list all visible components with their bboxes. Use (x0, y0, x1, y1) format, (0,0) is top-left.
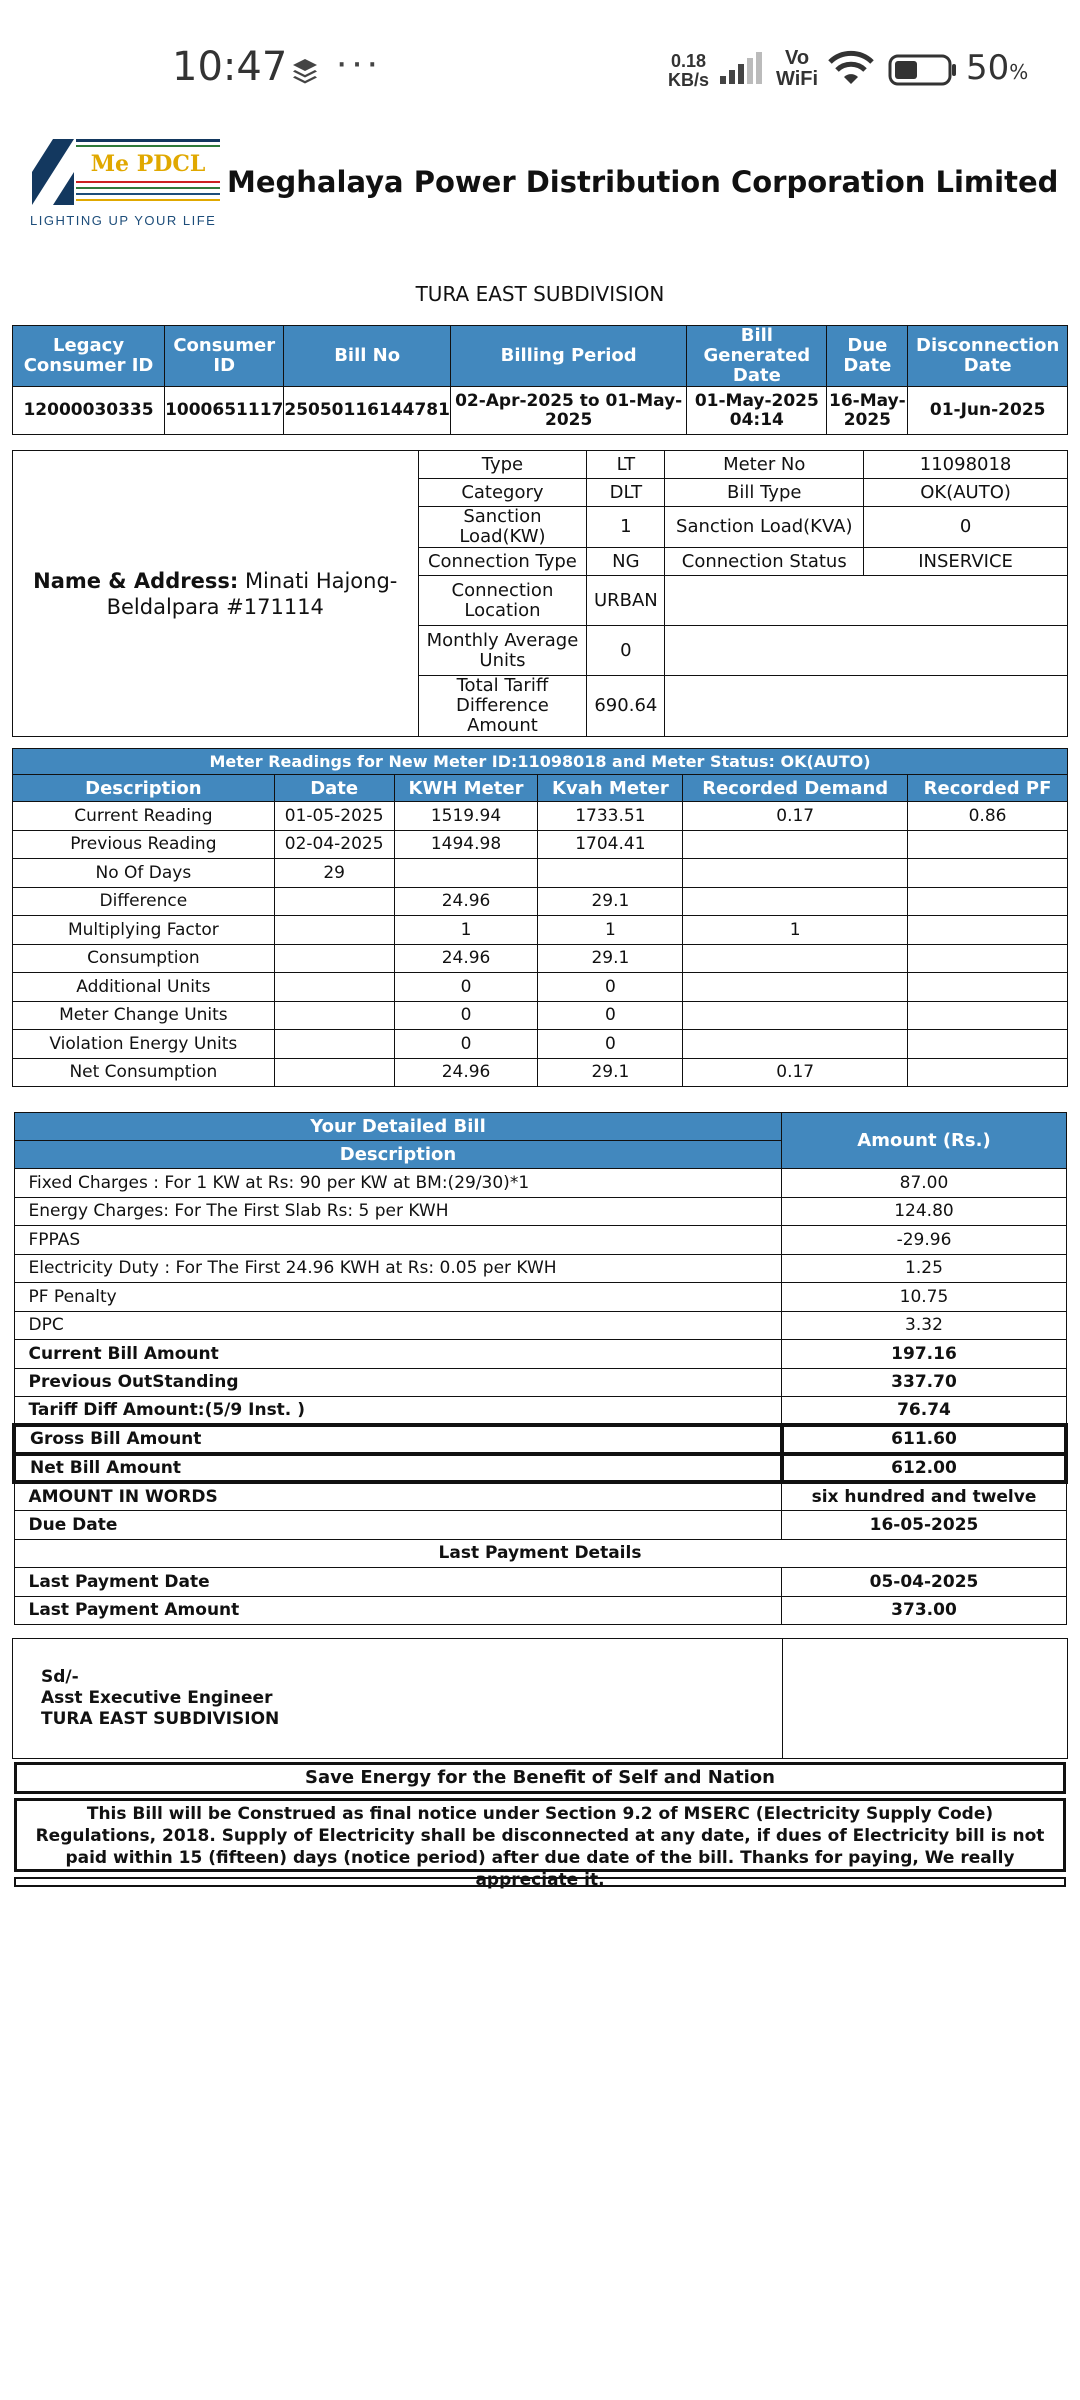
meter-cell: 1494.98 (394, 830, 538, 859)
meter-cell: 29.1 (538, 1058, 683, 1087)
meter-rows (13, 802, 1068, 1087)
meter-readings-table (12, 748, 1068, 1087)
billing-period: 02-Apr-2025 to 01-May-2025 (450, 387, 686, 435)
meter-cell (908, 1058, 1068, 1087)
meter-cell: 1519.94 (394, 802, 538, 831)
meter-cell (908, 973, 1068, 1002)
bill-description: Due Date (14, 1511, 782, 1540)
meter-cell: 24.96 (394, 887, 538, 916)
meter-cell: 0 (538, 1001, 683, 1030)
bill-amount: 1.25 (782, 1254, 1066, 1283)
last-payment-date-value: 05-04-2025 (782, 1568, 1066, 1597)
meter-cell: 24.96 (394, 1058, 538, 1087)
meter-cell: Additional Units (13, 973, 275, 1002)
meter-cell (274, 1058, 394, 1087)
meter-cell (274, 916, 394, 945)
sanction-load-kva-value: 0 (864, 507, 1068, 548)
meter-cell: Consumption (13, 944, 275, 973)
meter-cell: 1 (394, 916, 538, 945)
meter-cell (908, 1001, 1068, 1030)
bill-description: Previous OutStanding (14, 1368, 782, 1397)
network-speed: 0.18 KB/s (668, 51, 710, 90)
meter-cell (908, 1030, 1068, 1059)
sanction-load-kva-label: Sanction Load(KVA) (665, 507, 864, 548)
tariff-difference-label: Total Tariff Difference Amount (418, 676, 587, 737)
bill-amount: -29.96 (782, 1226, 1066, 1255)
bill-row (14, 1482, 1066, 1511)
meter-cell (683, 1001, 908, 1030)
bill-row (14, 1226, 1066, 1255)
bill-amount: 337.70 (782, 1368, 1066, 1397)
connection-type-label: Connection Type (418, 548, 587, 576)
signature-role: Asst Executive Engineer (41, 1688, 273, 1708)
connection-type-value: NG (587, 548, 665, 576)
header-disconnection-date: Disconnection Date (908, 326, 1068, 387)
consumer-id: 1000651117 (165, 387, 284, 435)
meter-header-date: Date (274, 775, 394, 802)
bill-description: Energy Charges: For The First Slab Rs: 5 per KWH (14, 1197, 782, 1226)
bill-row (14, 1511, 1066, 1540)
meter-cell (274, 887, 394, 916)
bill-amount: 87.00 (782, 1169, 1066, 1198)
meter-cell: 0.86 (908, 802, 1068, 831)
bill-description: AMOUNT IN WORDS (14, 1482, 782, 1511)
signature-sd: Sd/- (41, 1667, 79, 1687)
status-bar (0, 0, 1080, 140)
last-payment-date-label: Last Payment Date (14, 1568, 782, 1597)
last-payment-amount-value: 373.00 (782, 1596, 1066, 1625)
bill-description: PF Penalty (14, 1283, 782, 1312)
meter-cell: Net Consumption (13, 1058, 275, 1087)
meter-cell (908, 830, 1068, 859)
meter-cell (394, 859, 538, 888)
meter-cell: 01-05-2025 (274, 802, 394, 831)
empty-cell (665, 676, 1068, 737)
bill-row (14, 1425, 1066, 1454)
bill-header-description: Description (14, 1141, 782, 1169)
meter-cell: 0 (394, 1030, 538, 1059)
bill-amount: 3.32 (782, 1311, 1066, 1340)
bill-description: Current Bill Amount (14, 1340, 782, 1369)
status-time: 10:47 (172, 44, 288, 90)
bill-row (14, 1368, 1066, 1397)
meter-cell (274, 1030, 394, 1059)
connection-location-value: URBAN (587, 576, 665, 626)
meter-row (13, 973, 1068, 1002)
last-payment-title: Last Payment Details (14, 1539, 1066, 1568)
meter-row (13, 859, 1068, 888)
meter-cell (683, 1030, 908, 1059)
bill-description: DPC (14, 1311, 782, 1340)
meter-cell (683, 973, 908, 1002)
header-bill-generated-date: Bill Generated Date (687, 326, 827, 387)
connection-location-label: Connection Location (418, 576, 587, 626)
bill-amount: 76.74 (782, 1397, 1066, 1426)
bill-row (14, 1169, 1066, 1198)
more-notifications-icon: ··· (335, 40, 381, 84)
bill-description: Gross Bill Amount (14, 1425, 782, 1454)
bill-row (14, 1340, 1066, 1369)
bill-amount: six hundred and twelve (782, 1482, 1066, 1511)
bill-header-amount: Amount (Rs.) (782, 1113, 1066, 1169)
category-label: Category (418, 479, 587, 507)
meter-cell (908, 944, 1068, 973)
signature-table (12, 1638, 1068, 1759)
layers-icon (290, 56, 320, 86)
meter-cell: 02-04-2025 (274, 830, 394, 859)
signal-icon (718, 50, 766, 86)
meter-cell: 0 (394, 973, 538, 1002)
meter-row (13, 916, 1068, 945)
meter-cell: Meter Change Units (13, 1001, 275, 1030)
meter-cell: Current Reading (13, 802, 275, 831)
bill-row (14, 1397, 1066, 1426)
header-legacy-consumer-id: Legacy Consumer ID (13, 326, 165, 387)
meter-cell: 24.96 (394, 944, 538, 973)
name-address: Name & Address: Minati Hajong-Beldalpara #171114 (13, 451, 419, 737)
bill-title: Your Detailed Bill (14, 1113, 782, 1141)
meter-cell: 29 (274, 859, 394, 888)
detailed-bill-table (12, 1112, 1068, 1625)
meter-cell: 0 (538, 1030, 683, 1059)
meter-no-label: Meter No (665, 451, 864, 479)
type-value: LT (587, 451, 665, 479)
consumer-info-table (12, 450, 1068, 737)
meter-row (13, 830, 1068, 859)
meter-cell (908, 916, 1068, 945)
meter-row (13, 887, 1068, 916)
meter-cell: 1 (683, 916, 908, 945)
company-name: Meghalaya Power Distribution Corporation Limited (227, 165, 1059, 199)
bill-amount: 16-05-2025 (782, 1511, 1066, 1540)
meter-header-kwh: KWH Meter (394, 775, 538, 802)
battery-percent: 50% (966, 48, 1029, 88)
meter-row (13, 802, 1068, 831)
disconnection-notice: This Bill will be Construed as final notice under Section 9.2 of MSERC (Electricity Supply Code) Regulations, 2018. Supply of Electricity shall be disconnected at any date, if dues of Electricity bill is not paid within 15 (fifteen) days (notice period) after due date of the bill. Thanks for paying, We really appreciate it. (14, 1798, 1066, 1872)
bill-type-value: OK(AUTO) (864, 479, 1068, 507)
meter-cell (683, 830, 908, 859)
meter-readings-title: Meter Readings for New Meter ID:11098018 and Meter Status: OK(AUTO) (13, 749, 1068, 775)
header-billing-period: Billing Period (450, 326, 686, 387)
due-date: 16-May-2025 (827, 387, 908, 435)
sanction-load-kw-label: Sanction Load(KW) (418, 507, 587, 548)
bill-amount: 197.16 (782, 1340, 1066, 1369)
type-label: Type (418, 451, 587, 479)
meter-cell (908, 859, 1068, 888)
meter-header-recorded-pf: Recorded PF (908, 775, 1068, 802)
bill-description: FPPAS (14, 1226, 782, 1255)
vowifi-indicator: Vo WiFi (776, 47, 819, 90)
header-due-date: Due Date (827, 326, 908, 387)
meter-cell: 1733.51 (538, 802, 683, 831)
meter-cell (538, 859, 683, 888)
meter-cell (683, 887, 908, 916)
bill-type-label: Bill Type (665, 479, 864, 507)
signature-block (13, 1639, 783, 1759)
signature-office: TURA EAST SUBDIVISION (41, 1709, 280, 1729)
bill-row (14, 1283, 1066, 1312)
bill-description: Electricity Duty : For The First 24.96 KWH at Rs: 0.05 per KWH (14, 1254, 782, 1283)
meter-cell: 29.1 (538, 944, 683, 973)
empty-cell (665, 576, 1068, 626)
meter-header-kvah: Kvah Meter (538, 775, 683, 802)
battery-icon (888, 54, 958, 86)
bill-row (14, 1197, 1066, 1226)
bill-row (14, 1454, 1066, 1483)
meter-cell (683, 859, 908, 888)
meter-cell: 1 (538, 916, 683, 945)
meter-cell (908, 887, 1068, 916)
logo-text: Me PDCL (90, 151, 206, 177)
save-energy-banner: Save Energy for the Benefit of Self and Nation (14, 1762, 1066, 1794)
meter-cell: 29.1 (538, 887, 683, 916)
meter-row (13, 1058, 1068, 1087)
subdivision-title: TURA EAST SUBDIVISION (415, 282, 665, 306)
meter-cell: 0 (394, 1001, 538, 1030)
meter-header-description: Description (13, 775, 275, 802)
bill-rows (14, 1169, 1066, 1540)
meter-header-recorded-demand: Recorded Demand (683, 775, 908, 802)
meter-cell (274, 973, 394, 1002)
meter-cell: 0 (538, 973, 683, 1002)
bill-row (14, 1311, 1066, 1340)
signature-empty (783, 1639, 1068, 1759)
bill-description: Net Bill Amount (14, 1454, 782, 1483)
bill-amount: 612.00 (782, 1454, 1066, 1483)
connection-status-label: Connection Status (665, 548, 864, 576)
bill-header (30, 135, 1059, 235)
bottom-divider (14, 1877, 1066, 1887)
bill-generated-date: 01-May-2025 04:14 (687, 387, 827, 435)
meter-row (13, 944, 1068, 973)
sanction-load-kw-value: 1 (587, 507, 665, 548)
meter-cell: No Of Days (13, 859, 275, 888)
meter-cell: 1704.41 (538, 830, 683, 859)
meter-cell: 0.17 (683, 1058, 908, 1087)
meter-cell: 0.17 (683, 802, 908, 831)
bill-amount: 124.80 (782, 1197, 1066, 1226)
meter-no-value: 11098018 (864, 451, 1068, 479)
disconnection-date: 01-Jun-2025 (908, 387, 1068, 435)
monthly-average-units-value: 0 (587, 626, 665, 676)
logo-tagline: LIGHTING UP YOUR LIFE (30, 213, 217, 228)
connection-status-value: INSERVICE (864, 548, 1068, 576)
meter-cell: Multiplying Factor (13, 916, 275, 945)
bill-no: 25050116144781 (284, 387, 451, 435)
meter-cell: Previous Reading (13, 830, 275, 859)
meter-cell (274, 944, 394, 973)
bill-row (14, 1254, 1066, 1283)
bill-description: Tariff Diff Amount:(5/9 Inst. ) (14, 1397, 782, 1426)
meter-cell (274, 1001, 394, 1030)
empty-cell (665, 626, 1068, 676)
meter-row (13, 1030, 1068, 1059)
meter-cell: Difference (13, 887, 275, 916)
last-payment-amount-label: Last Payment Amount (14, 1596, 782, 1625)
wifi-icon (826, 50, 876, 88)
bill-amount: 611.60 (782, 1425, 1066, 1454)
meter-row (13, 1001, 1068, 1030)
category-value: DLT (587, 479, 665, 507)
legacy-consumer-id: 12000030335 (13, 387, 165, 435)
monthly-average-units-label: Monthly Average Units (418, 626, 587, 676)
meter-cell (683, 944, 908, 973)
bill-amount: 10.75 (782, 1283, 1066, 1312)
meter-cell: Violation Energy Units (13, 1030, 275, 1059)
tariff-difference-value: 690.64 (587, 676, 665, 737)
header-consumer-id: Consumer ID (165, 326, 284, 387)
header-bill-no: Bill No (284, 326, 451, 387)
bill-description: Fixed Charges : For 1 KW at Rs: 90 per KW at BM:(29/30)*1 (14, 1169, 782, 1198)
consumer-table (12, 325, 1068, 435)
